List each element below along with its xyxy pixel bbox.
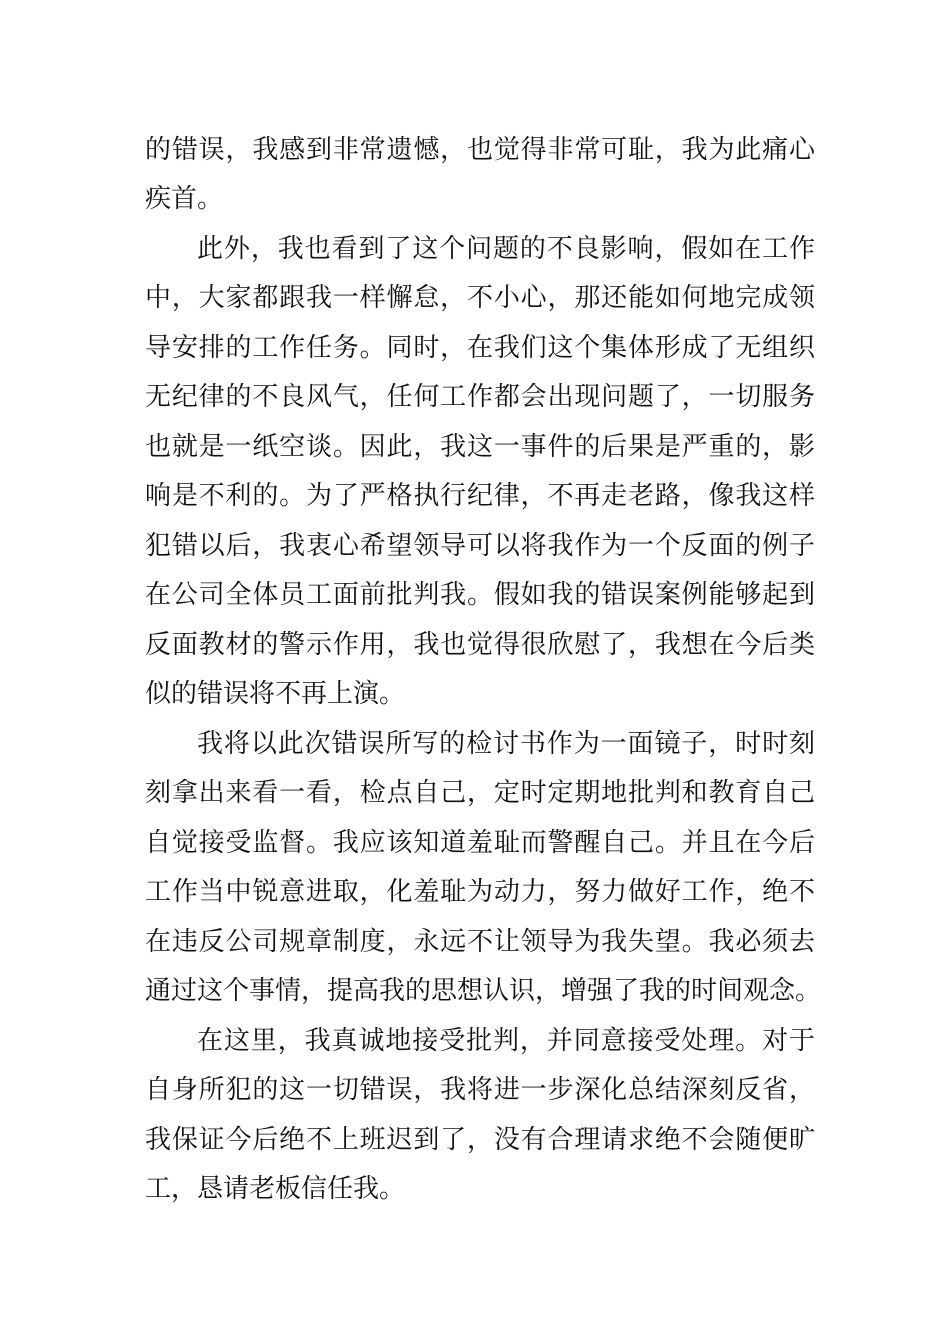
paragraph-2-line-6: 响是不利的。为了严格执行纪律，不再走老路，像我这样	[145, 481, 815, 511]
paragraph-4-line-3: 我保证今后绝不上班迟到了，没有合理请求绝不会随便旷	[145, 1125, 815, 1155]
paragraph-3-line-3: 自觉接受监督。我应该知道羞耻而警醒自己。并且在今后	[145, 828, 815, 858]
paragraph-1-line-1: 的错误，我感到非常遗憾，也觉得非常可耻，我为此痛心	[145, 135, 815, 165]
paragraph-2-line-1: 此外，我也看到了这个问题的不良影响，假如在工作	[197, 234, 815, 264]
paragraph-4-line-4: 工，恳请老板信任我。	[145, 1174, 406, 1204]
paragraph-4-line-2: 自身所犯的这一切错误，我将进一步深化总结深刻反省，	[145, 1075, 815, 1105]
paragraph-1-line-2: 疾首。	[145, 184, 224, 214]
paragraph-3-line-1: 我将以此次错误所写的检讨书作为一面镜子，时时刻	[197, 729, 815, 759]
paragraph-4-line-1: 在这里，我真诚地接受批判，并同意接受处理。对于	[197, 1026, 815, 1056]
paragraph-2-line-8: 在公司全体员工面前批判我。假如我的错误案例能够起到	[145, 580, 815, 610]
paragraph-3-line-5: 在违反公司规章制度，永远不让领导为我失望。我必须去	[145, 927, 815, 957]
paragraph-3-line-6: 通过这个事情，提高我的思想认识，增强了我的时间观念。	[145, 976, 822, 1006]
paragraph-3-line-2: 刻拿出来看一看，检点自己，定时定期地批判和教育自己	[145, 778, 815, 808]
paragraph-2-line-2: 中，大家都跟我一样懈怠，不小心，那还能如何地完成领	[145, 283, 815, 313]
paragraph-2-line-7: 犯错以后，我衷心希望领导可以将我作为一个反面的例子	[145, 531, 815, 561]
paragraph-3-line-4: 工作当中锐意进取，化羞耻为动力，努力做好工作，绝不	[145, 877, 815, 907]
paragraph-2-line-10: 似的错误将不再上演。	[145, 679, 406, 709]
paragraph-2-line-5: 也就是一纸空谈。因此，我这一事件的后果是严重的，影	[145, 432, 815, 462]
paragraph-2-line-3: 导安排的工作任务。同时，在我们这个集体形成了无组织	[145, 333, 815, 363]
paragraph-2-line-4: 无纪律的不良风气，任何工作都会出现问题了，一切服务	[145, 382, 815, 412]
paragraph-2-line-9: 反面教材的警示作用，我也觉得很欣慰了，我想在今后类	[145, 630, 815, 660]
